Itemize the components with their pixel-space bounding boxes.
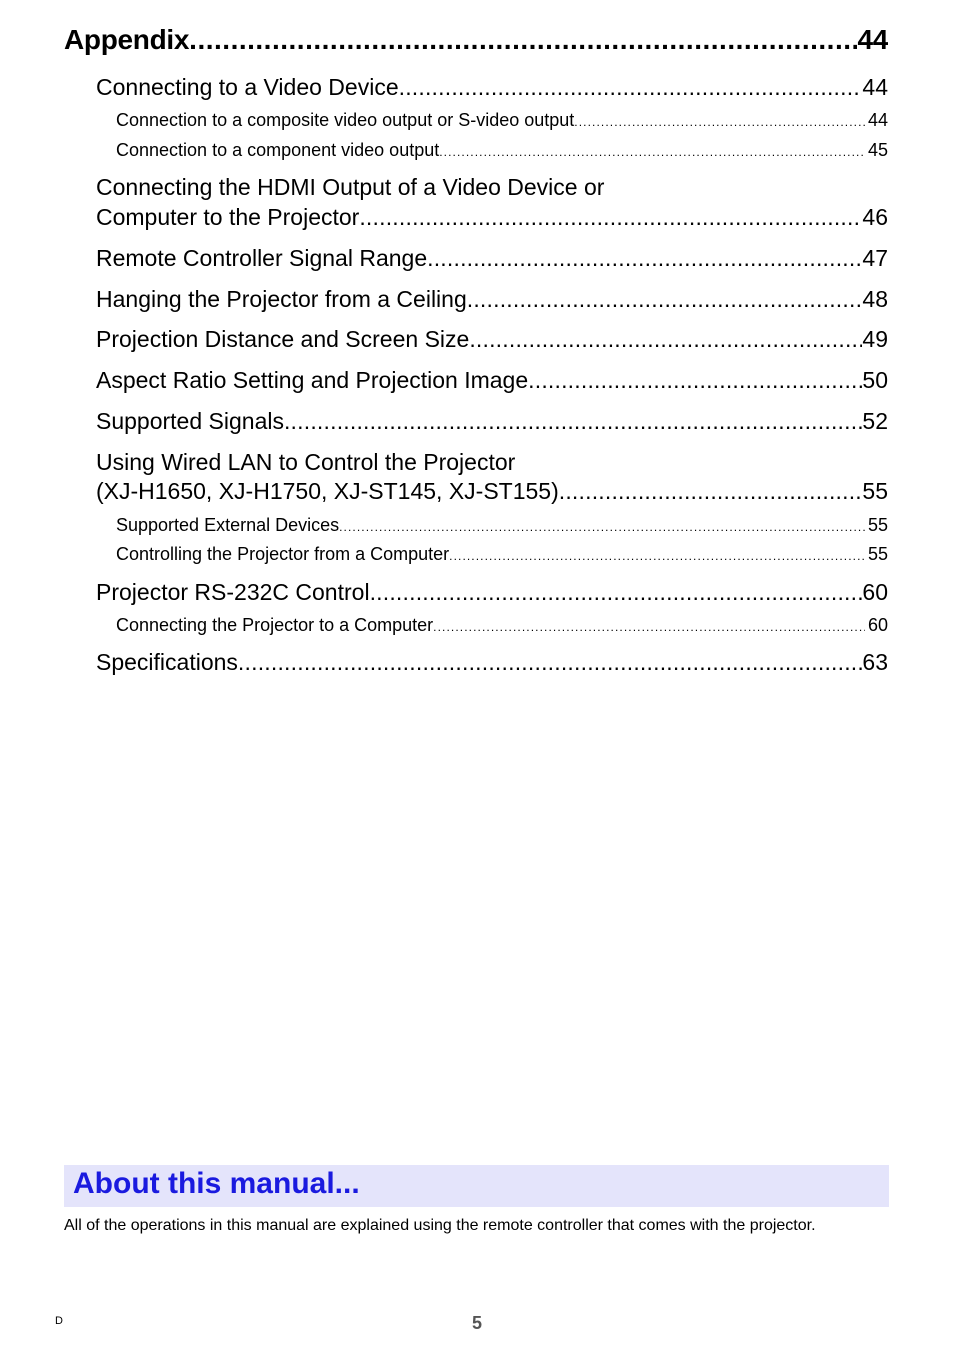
toc-page-number: 44	[867, 110, 888, 130]
toc-page-number: 55	[867, 544, 888, 564]
toc-page-number: 44	[862, 74, 888, 100]
dot-leader	[238, 649, 862, 676]
toc-page-number: 55	[862, 478, 888, 504]
dot-leader	[528, 367, 862, 394]
toc-entry-label: Projector RS-232C Control	[96, 579, 370, 605]
footer-mark: D	[55, 1315, 63, 1327]
toc-subentry[interactable]	[116, 544, 888, 565]
toc-subentry-label: Supported External Devices	[116, 515, 340, 535]
toc-subentry-label: Connection to a composite video output or S-video output	[116, 110, 575, 130]
toc-entry[interactable]	[96, 286, 888, 313]
toc-entry[interactable]	[96, 204, 888, 231]
about-title: About this manual...	[73, 1167, 360, 1200]
about-text: All of the operations in this manual are explained using the remote controller that comes with the projector.	[64, 1217, 816, 1234]
dot-leader	[469, 326, 862, 353]
dot-leader	[284, 408, 862, 435]
dot-leader	[339, 520, 865, 534]
toc-subentry[interactable]	[116, 140, 888, 161]
toc-entry-label: Supported Signals	[96, 408, 284, 434]
toc-page-number: 60	[867, 615, 888, 635]
toc-entry[interactable]	[96, 74, 888, 101]
toc-subentry[interactable]	[116, 615, 888, 636]
dot-leader	[449, 549, 865, 563]
toc-page-number: 44	[857, 24, 888, 55]
toc-entry[interactable]	[96, 245, 888, 272]
toc-entry[interactable]	[96, 478, 888, 505]
dot-leader	[574, 115, 865, 129]
dot-leader	[370, 579, 863, 606]
toc-entry-label-line1[interactable]: Using Wired LAN to Control the Projector	[96, 449, 516, 475]
toc-entry-label: (XJ-H1650, XJ-H1750, XJ-ST145, XJ-ST155)	[96, 478, 559, 504]
toc-entry-label: Hanging the Projector from a Ceiling	[96, 286, 467, 312]
toc-entry-label: Connecting to a Video Device	[96, 74, 399, 100]
toc-page-number: 46	[862, 204, 888, 230]
toc-chapter-appendix[interactable]	[64, 24, 888, 56]
toc-page-number: 55	[867, 515, 888, 535]
toc-entry[interactable]	[96, 579, 888, 606]
dot-leader	[189, 24, 857, 56]
toc-entry-label: Computer to the Projector	[96, 204, 360, 230]
toc-subentry-label: Connecting the Projector to a Computer	[116, 615, 434, 635]
toc-entry-label: Specifications	[96, 649, 238, 675]
toc-entry[interactable]	[96, 408, 888, 435]
page-number: 5	[471, 1313, 482, 1333]
dot-leader	[427, 245, 862, 272]
toc-subentry-label: Controlling the Projector from a Computer	[116, 544, 450, 564]
dot-leader	[439, 145, 865, 159]
toc-page-number: 50	[862, 367, 888, 393]
toc-subentry[interactable]	[116, 515, 888, 536]
toc-entry-label-line1[interactable]: Connecting the HDMI Output of a Video Device or	[96, 174, 605, 200]
toc-page-number: 52	[862, 408, 888, 434]
toc-subentry[interactable]	[116, 110, 888, 131]
dot-leader	[359, 204, 862, 231]
dot-leader	[399, 74, 863, 101]
toc-page-number: 48	[862, 286, 888, 312]
toc-subentry-label: Connection to a component video output	[116, 140, 440, 160]
toc-entry-label: Projection Distance and Screen Size	[96, 326, 470, 352]
dot-leader	[433, 620, 865, 634]
toc-entry-label: Remote Controller Signal Range	[96, 245, 428, 271]
about-section-header	[64, 1165, 889, 1207]
dot-leader	[467, 286, 863, 313]
toc-page-number: 60	[862, 579, 888, 605]
toc-page-number: 45	[867, 140, 888, 160]
toc-entry-label: Aspect Ratio Setting and Projection Image	[96, 367, 529, 393]
toc-chapter-title: Appendix	[64, 24, 190, 55]
dot-leader	[559, 478, 863, 505]
toc-page-number: 47	[862, 245, 888, 271]
toc-page-number: 49	[862, 326, 888, 352]
toc-entry[interactable]	[96, 367, 888, 394]
toc-page-number: 63	[862, 649, 888, 675]
toc-entry[interactable]	[96, 649, 888, 676]
toc-entry[interactable]	[96, 326, 888, 353]
